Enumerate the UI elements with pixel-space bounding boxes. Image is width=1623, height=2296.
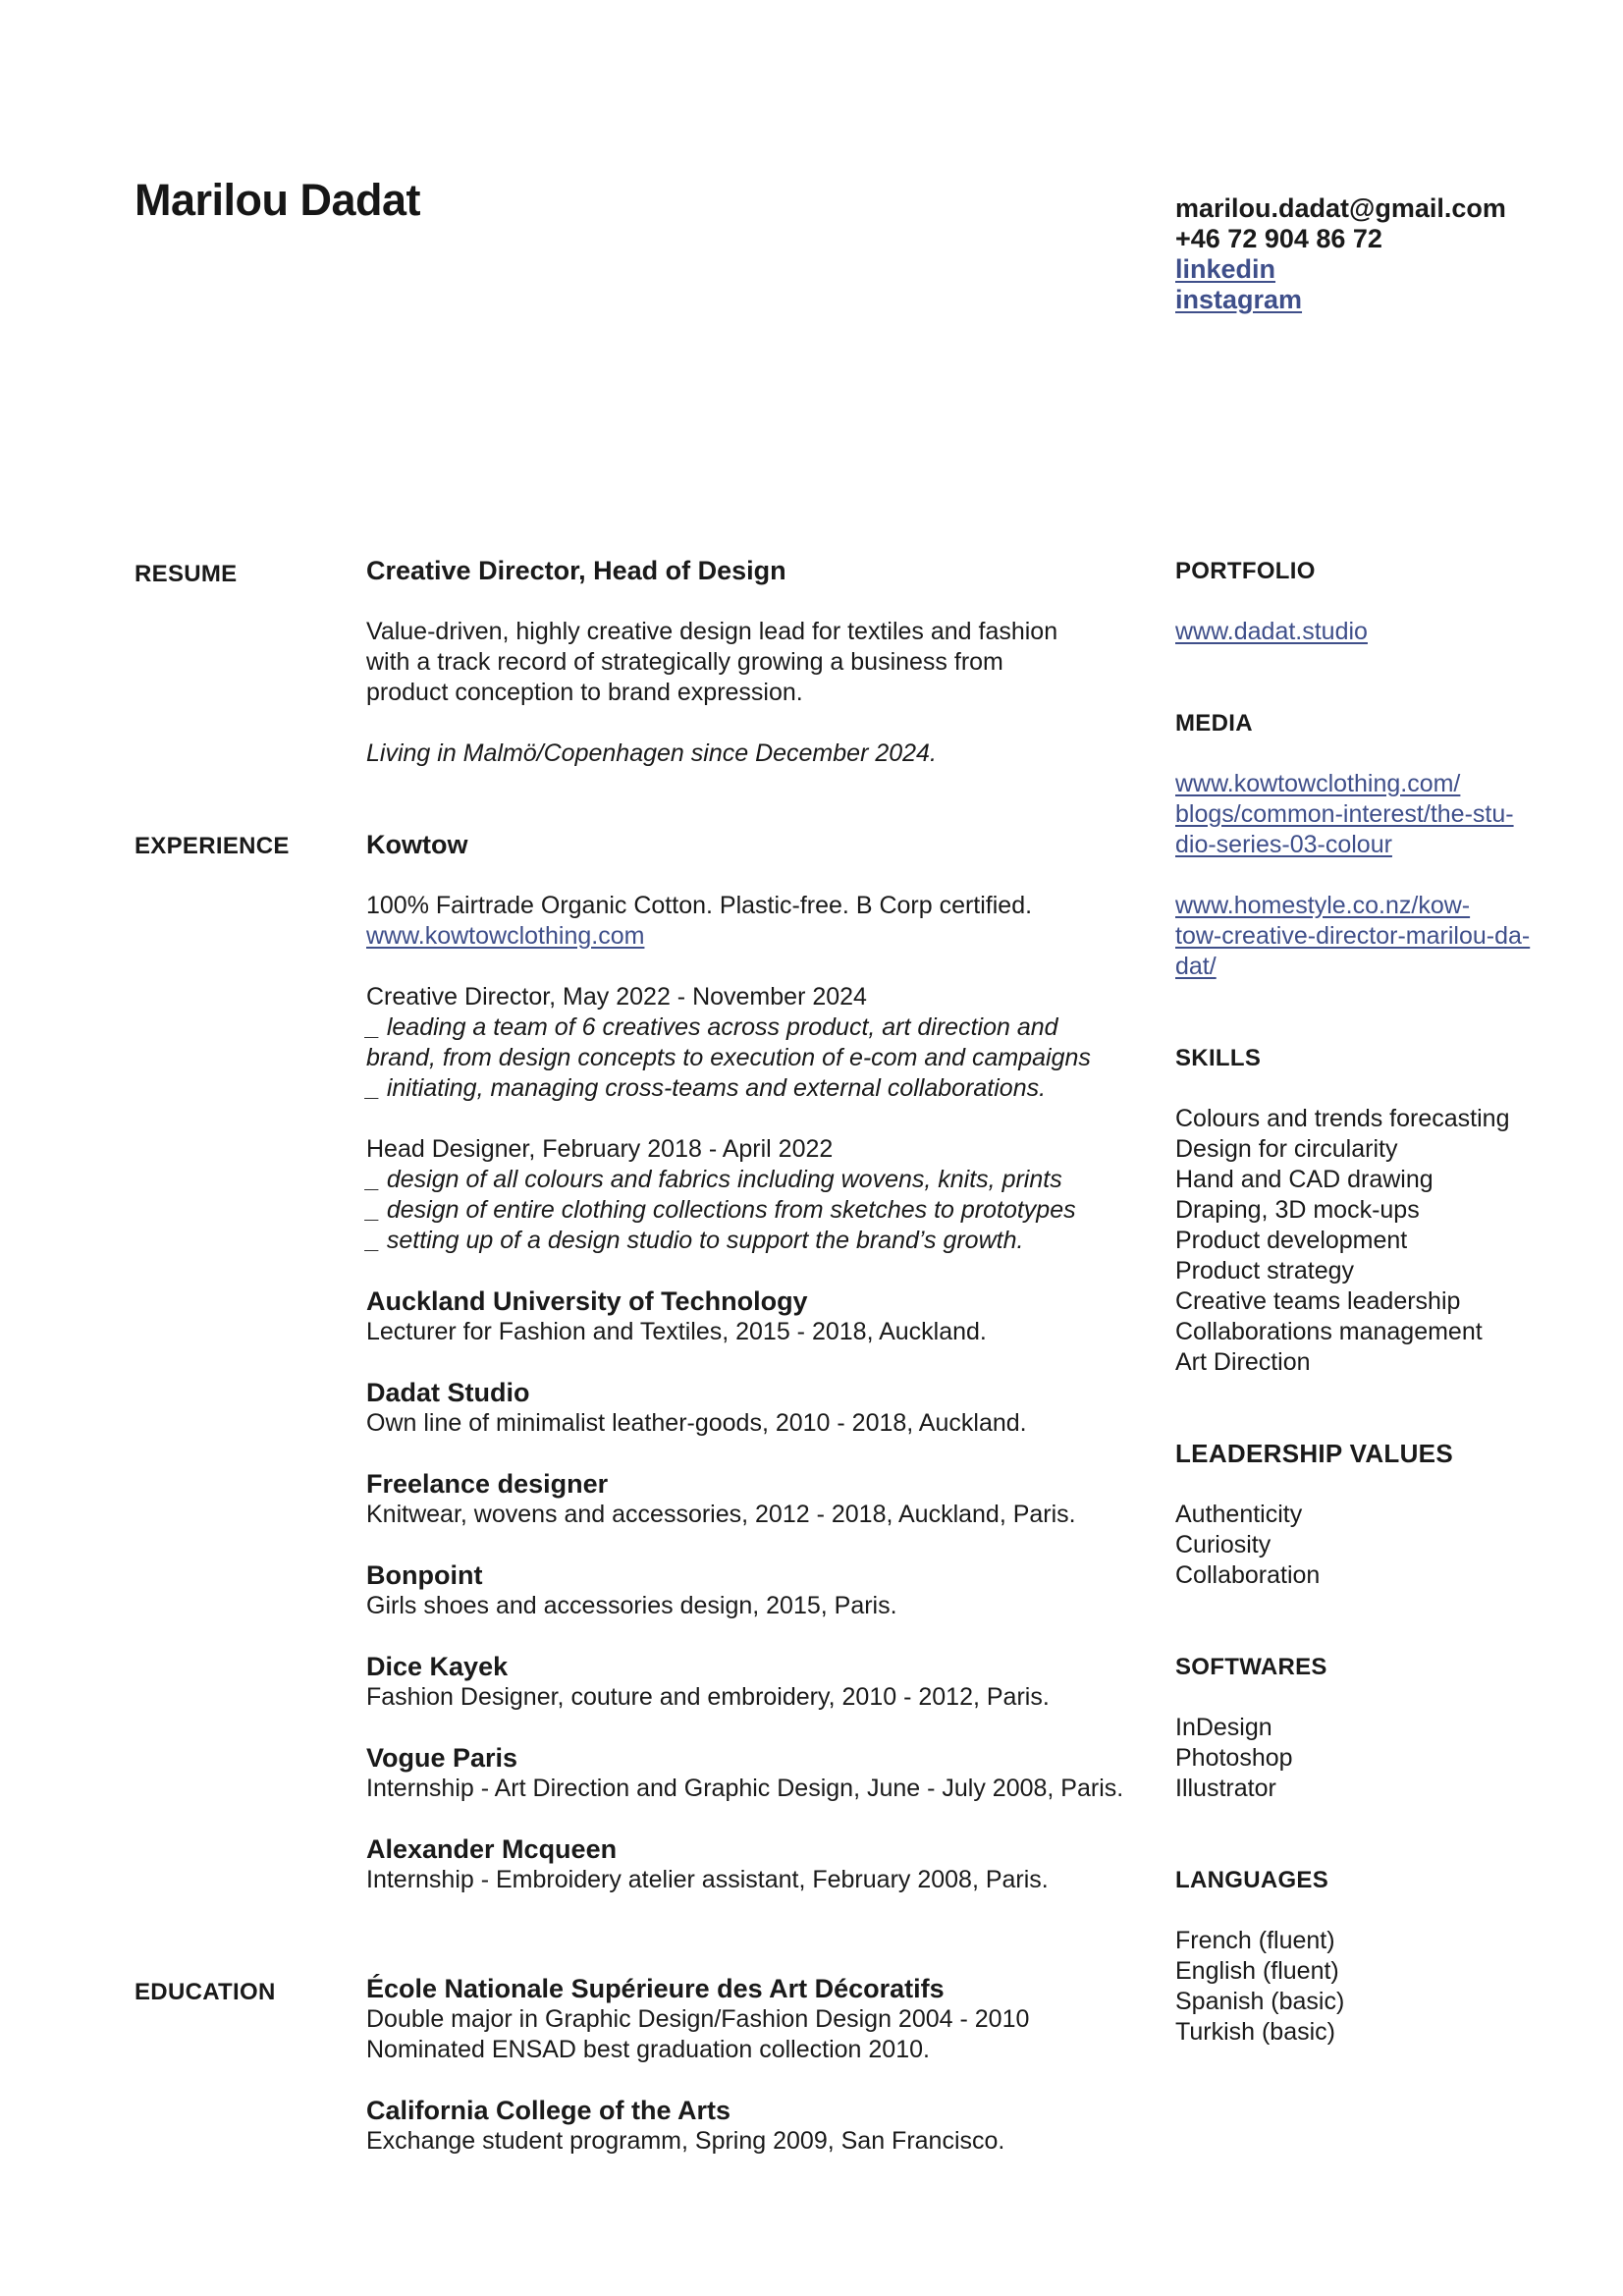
skill-item: Draping, 3D mock-ups [1175,1196,1420,1224]
experience-org: Freelance designer [366,1469,609,1499]
contact-block [1175,193,1506,315]
section-label-resume: RESUME [135,561,238,587]
summary-line: product conception to brand expression. [366,679,803,706]
role-point: _ setting up of a design studio to support the brand’s growth. [366,1227,1024,1254]
role-point: _ leading a team of 6 creatives across product, art direction and [366,1013,1058,1041]
living-location: Living in Malmö/Copenhagen since December 2024. [366,739,937,767]
experience-org: Vogue Paris [366,1743,518,1773]
values-list [1175,1500,1607,1591]
role-point: _ design of all colours and fabrics including wovens, knits, prints [366,1166,1062,1193]
experience-org: Alexander Mcqueen [366,1834,618,1864]
section-label-education: EDUCATION [135,1979,276,2005]
software-item: Illustrator [1175,1775,1276,1802]
media-link-homestyle[interactable] [1175,891,1607,982]
value-item: Collaboration [1175,1561,1321,1589]
experience-org: Bonpoint [366,1560,483,1590]
softwares-title: SOFTWARES [1175,1654,1327,1680]
summary-line: with a track record of strategically growing a business from [366,648,1003,676]
language-item: English (fluent) [1175,1957,1339,1985]
experience-entry [366,1652,1132,1713]
experience-org: Auckland University of Technology [366,1286,808,1316]
skill-item: Product strategy [1175,1257,1355,1285]
education-detail: Nominated ENSAD best graduation collection 2010. [366,2036,930,2063]
experience-entry [366,1560,1132,1621]
experience-detail: Own line of minimalist leather-goods, 2010 - 2018, Auckland. [366,1409,1027,1437]
skill-item: Hand and CAD drawing [1175,1166,1434,1193]
media-link-line: www.homestyle.co.nz/kow- [1175,892,1471,919]
portfolio-title: PORTFOLIO [1175,558,1316,584]
skill-item: Colours and trends forecasting [1175,1105,1510,1132]
linkedin-link[interactable]: linkedin [1175,254,1276,284]
candidate-name: Marilou Dadat [135,175,421,225]
education-entry [366,2096,1132,2157]
experience-org: Dice Kayek [366,1652,509,1681]
languages-list [1175,1926,1607,2048]
skill-item: Art Direction [1175,1348,1311,1376]
languages-title: LANGUAGES [1175,1867,1329,1893]
experience-detail: Fashion Designer, couture and embroidery, 2010 - 2012, Paris. [366,1683,1050,1711]
skill-item: Design for circularity [1175,1135,1398,1163]
skill-item: Product development [1175,1227,1408,1254]
value-item: Curiosity [1175,1531,1271,1558]
experience-detail: Internship - Embroidery atelier assistant, February 2008, Paris. [366,1866,1049,1893]
software-item: Photoshop [1175,1744,1293,1772]
experience-entry [366,1378,1132,1439]
experience-detail: Girls shoes and accessories design, 2015, Paris. [366,1592,897,1619]
kowtow-website-link[interactable]: www.kowtowclothing.com [366,922,645,950]
section-label-experience: EXPERIENCE [135,833,290,859]
sidebar [1175,556,1607,2048]
leadership-values-title: LEADERSHIP VALUES [1175,1439,1453,1468]
language-item: French (fluent) [1175,1927,1335,1954]
softwares-list [1175,1713,1607,1804]
kowtow-role-head-designer: Head Designer, February 2018 - April 2022 [366,1135,834,1163]
media-link-line: tow-creative-director-marilou-da- [1175,922,1531,950]
instagram-link[interactable]: instagram [1175,285,1303,314]
experience-entry [366,1834,1132,1895]
media-link-kowtow[interactable] [1175,769,1607,860]
media-link-line: dat/ [1175,953,1217,980]
education-org: California College of the Arts [366,2096,731,2125]
education-detail: Double major in Graphic Design/Fashion Design 2004 - 2010 [366,2005,1030,2033]
education-entry [366,1974,1132,2065]
media-link-line: dio-series-03-colour [1175,831,1392,858]
skill-item: Creative teams leadership [1175,1287,1461,1315]
experience-entry [366,1743,1132,1804]
experience-detail: Internship - Art Direction and Graphic Design, June - July 2008, Paris. [366,1775,1124,1802]
experience-org: Dadat Studio [366,1378,530,1407]
education-column [366,1974,1132,2157]
software-item: InDesign [1175,1714,1272,1741]
skill-item: Collaborations management [1175,1318,1483,1345]
email-address[interactable]: marilou.dadat@gmail.com [1175,193,1506,223]
experience-detail: Knitwear, wovens and accessories, 2012 - 2018, Auckland, Paris. [366,1501,1076,1528]
resume-summary [366,617,1132,708]
language-item: Turkish (basic) [1175,2018,1335,2046]
skills-list [1175,1104,1607,1378]
language-item: Spanish (basic) [1175,1988,1345,2015]
media-link-line: blogs/common-interest/the-stu- [1175,800,1514,828]
summary-line: Value-driven, highly creative design lead for textiles and fashion [366,618,1058,645]
experience-entry [366,1469,1132,1530]
value-item: Authenticity [1175,1501,1303,1528]
media-link-line: www.kowtowclothing.com/ [1175,770,1461,797]
main-column [366,556,1132,1895]
role-point: _ design of entire clothing collections from sketches to prototypes [366,1196,1076,1224]
experience-detail: Lecturer for Fashion and Textiles, 2015 - 2018, Auckland. [366,1318,987,1345]
skills-title: SKILLS [1175,1045,1262,1071]
resume-title: Creative Director, Head of Design [366,556,786,585]
education-detail: Exchange student programm, Spring 2009, San Francisco. [366,2127,1005,2155]
role-point: _ initiating, managing cross-teams and external collaborations. [366,1074,1047,1102]
media-title: MEDIA [1175,710,1253,737]
phone-number: +46 72 904 86 72 [1175,224,1382,253]
role-point: brand, from design concepts to execution of e-com and campaigns [366,1044,1091,1071]
kowtow-company: Kowtow [366,830,468,859]
experience-entry [366,1286,1132,1347]
kowtow-tagline: 100% Fairtrade Organic Cotton. Plastic-free. B Corp certified. [366,892,1033,919]
education-org: École Nationale Supérieure des Art Décoratifs [366,1974,945,2003]
portfolio-link[interactable]: www.dadat.studio [1175,618,1368,645]
kowtow-role-creative-director: Creative Director, May 2022 - November 2024 [366,983,867,1011]
